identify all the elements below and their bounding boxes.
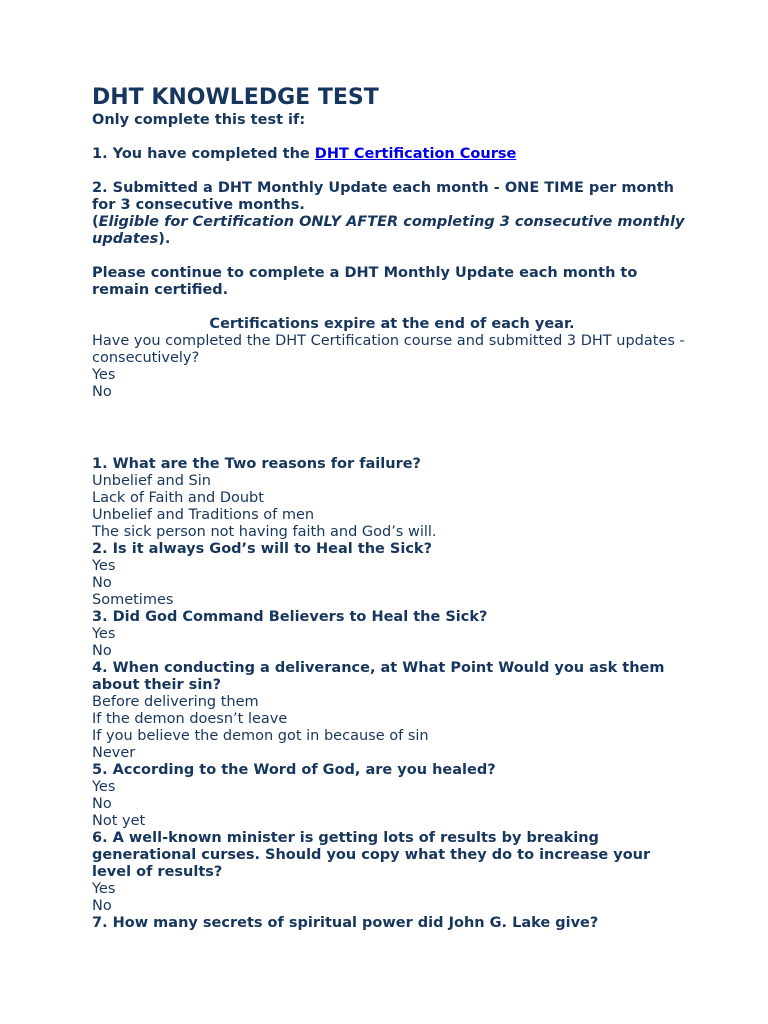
note-text: Eligible for Certification ONLY AFTER completing 3 consecutive monthly updates: [92, 214, 685, 247]
spacer: [92, 299, 692, 316]
spacer: [92, 163, 692, 180]
expire-note: Certifications expire at the end of each year.: [209, 316, 575, 332]
q3-option[interactable]: Yes: [92, 626, 116, 642]
continue-note: Please continue to complete a DHT Monthly Update each month to remain certified.: [92, 265, 638, 298]
q4-option[interactable]: Never: [92, 745, 136, 761]
prelim-option-yes[interactable]: Yes: [92, 367, 116, 383]
question-2: 2. Is it always God’s will to Heal the Sick?: [92, 541, 432, 557]
q2-option[interactable]: Yes: [92, 558, 116, 574]
prelim-question: Have you completed the DHT Certification course and submitted 3 DHT updates - consecutively?: [92, 333, 685, 366]
requirement-2: 2. Submitted a DHT Monthly Update each month - ONE TIME per month for 3 consecutive months.: [92, 180, 674, 213]
note-close-paren: ).: [158, 231, 171, 247]
q5-option[interactable]: Not yet: [92, 813, 146, 829]
q6-option[interactable]: No: [92, 898, 112, 914]
question-1: 1. What are the Two reasons for failure?: [92, 456, 421, 472]
q5-option[interactable]: Yes: [92, 779, 116, 795]
question-6: 6. A well-known minister is getting lots of results by breaking generational curses. Should you copy what they do to increase your level of results?: [92, 830, 651, 880]
question-7: 7. How many secrets of spiritual power did John G. Lake give?: [92, 915, 599, 931]
q5-option[interactable]: No: [92, 796, 112, 812]
requirement-1-text: 1. You have completed the: [92, 146, 315, 162]
question-5: 5. According to the Word of God, are you healed?: [92, 762, 496, 778]
q3-option[interactable]: No: [92, 643, 112, 659]
intro-text: Only complete this test if:: [92, 112, 306, 128]
q6-option[interactable]: Yes: [92, 881, 116, 897]
document-title: DHT KNOWLEDGE TEST: [92, 85, 379, 110]
q2-option[interactable]: Sometimes: [92, 592, 174, 608]
q1-option[interactable]: The sick person not having faith and God’s will.: [92, 524, 437, 540]
question-4: 4. When conducting a deliverance, at What Point Would you ask them about their sin?: [92, 660, 665, 693]
note-open-paren: (: [92, 214, 99, 230]
q2-option[interactable]: No: [92, 575, 112, 591]
q1-option[interactable]: Lack of Faith and Doubt: [92, 490, 264, 506]
requirement-2-note: [92, 214, 692, 248]
document-page: [92, 84, 692, 932]
spacer: [92, 401, 692, 456]
q1-option[interactable]: Unbelief and Sin: [92, 473, 211, 489]
prelim-option-no[interactable]: No: [92, 384, 112, 400]
spacer: [92, 248, 692, 265]
requirement-1: [92, 146, 692, 163]
q4-option[interactable]: If the demon doesn’t leave: [92, 711, 288, 727]
spacer: [92, 129, 692, 146]
certification-course-link[interactable]: DHT Certification Course: [314, 146, 517, 162]
question-3: 3. Did God Command Believers to Heal the Sick?: [92, 609, 488, 625]
q4-option[interactable]: If you believe the demon got in because of sin: [92, 728, 429, 744]
q1-option[interactable]: Unbelief and Traditions of men: [92, 507, 315, 523]
q4-option[interactable]: Before delivering them: [92, 694, 259, 710]
